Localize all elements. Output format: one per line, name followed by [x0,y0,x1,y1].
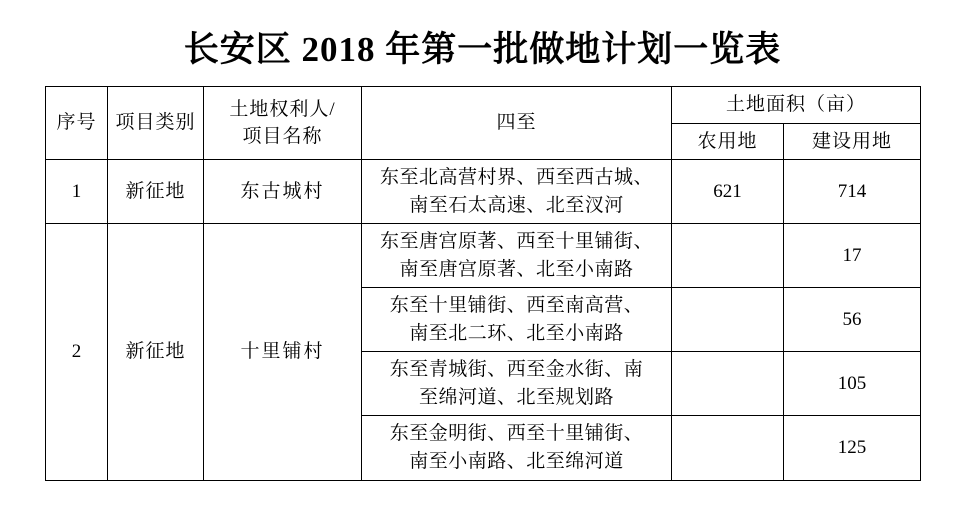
cell-bounds [362,416,672,480]
cell-bounds-line1: 东至北高营村界、西至西古城、 [379,167,653,189]
cell-bounds-line2: 南至北二环、北至小南路 [409,322,624,344]
page-title: 长安区 2018 年第一批做地计划一览表 [183,30,782,69]
column-header-no: 序号 [46,87,108,160]
cell-farmland: 621 [672,160,784,224]
cell-bounds-line2: 南至唐宫原著、北至小南路 [399,258,634,280]
cell-construction: 105 [784,352,921,416]
cell-bounds-line1: 东至青城街、西至金水街、南 [389,359,644,381]
cell-owner: 十里铺村 [204,224,362,480]
header-row-1 [46,87,921,124]
cell-bounds [362,288,672,352]
table-body [46,160,921,480]
cell-bounds [362,352,672,416]
cell-category: 新征地 [108,160,204,224]
table-header [46,87,921,160]
column-header-area-group: 土地面积（亩） [672,87,921,124]
column-header-owner [204,87,362,160]
cell-construction: 56 [784,288,921,352]
cell-no: 1 [46,160,108,224]
cell-bounds-line2: 南至小南路、北至绵河道 [409,451,624,473]
plan-table [45,86,921,481]
column-header-construction: 建设用地 [784,123,921,160]
column-header-category: 项目类别 [108,87,204,160]
cell-category: 新征地 [108,224,204,480]
cell-farmland [672,224,784,288]
table-row [46,160,921,224]
cell-bounds-line1: 东至金明街、西至十里铺街、 [389,423,644,445]
cell-bounds [362,160,672,224]
cell-no: 2 [46,224,108,480]
column-header-farmland: 农用地 [672,123,784,160]
cell-farmland [672,288,784,352]
column-header-owner-line2: 项目名称 [242,126,323,148]
cell-farmland [672,416,784,480]
cell-construction: 17 [784,224,921,288]
cell-bounds-line2: 至绵河道、北至规划路 [418,386,614,408]
cell-bounds [362,224,672,288]
cell-construction: 714 [784,160,921,224]
table-row [46,224,921,288]
cell-bounds-line1: 东至十里铺街、西至南高营、 [389,295,644,317]
cell-bounds-line2: 南至石太高速、北至汊河 [409,194,624,216]
column-header-owner-line1: 土地权利人/ [229,98,336,120]
plan-table-wrapper [45,86,920,481]
cell-farmland [672,352,784,416]
column-header-bounds: 四至 [362,87,672,160]
cell-owner: 东古城村 [204,160,362,224]
cell-bounds-line1: 东至唐宫原著、西至十里铺街、 [379,231,653,253]
cell-construction: 125 [784,416,921,480]
